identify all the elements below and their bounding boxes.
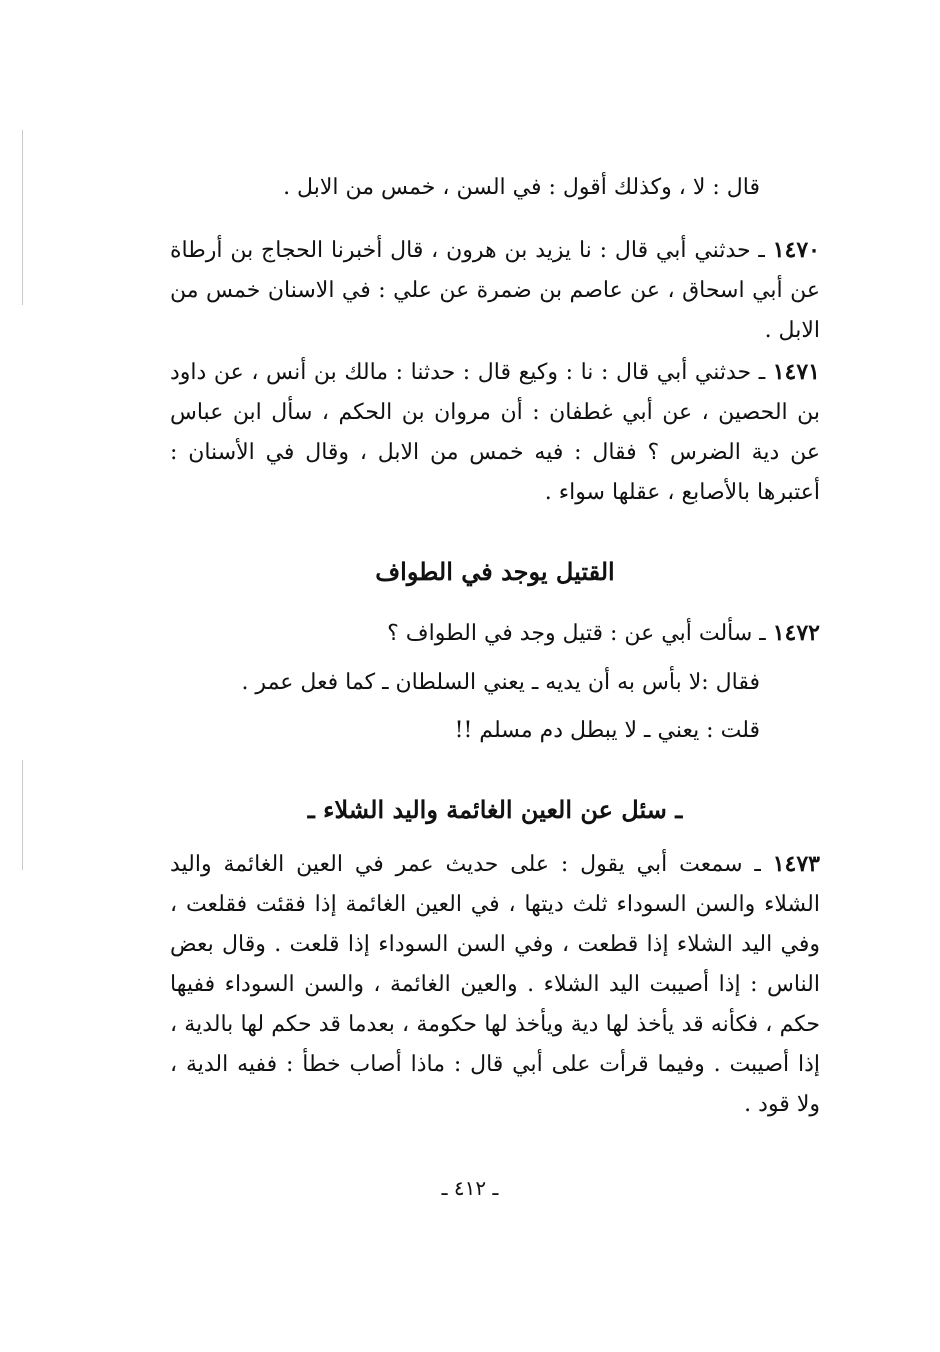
page-number: ـ ٤١٢ ـ [441,1176,499,1200]
hadith-number: ١٤٧٢ [772,620,820,646]
hadith-1471 [170,352,820,513]
hadith-number: ١٤٧٣ [772,851,820,877]
hadith-text: ـ سمعت أبي يقول : على حديث عمر في العين الغائمة واليد الشلاء والسن السوداء ثلث ديتها ، في العين الغائمة إذا فقئت فقلعت ، وفي اليد الشلاء إذا قطعت ، وفي السن السوداء إذا قلعت . وقال بعض الناس : إذا أصيبت اليد الشلاء . والعين الغائمة ، والسن السوداء ففيها حكم ، فكأنه قد يأخذ لها دية ويأخذ لها حكومة ، بعدما قد حكم لها بالدية ، إذا أصيبت . وفيما قرأت على أبي قال : ماذا أصاب خطأ : ففيه الدية ، ولا قود . [170,852,820,1117]
hadith-text: ـ سألت أبي عن : قتيل وجد في الطواف ؟ [387,621,766,646]
hadith-number: ١٤٧١ [772,359,820,385]
hadith-1472-line3: قلت : يعني ـ لا يبطل دم مسلم !! [454,718,760,743]
scan-margin-line [22,760,23,870]
section-heading: ـ سئل عن العين الغائمة واليد الشلاء ـ [307,795,683,824]
hadith-1472-line2: فقال :لا بأس به أن يديه ـ يعني السلطان ـ كما فعل عمر . [241,670,760,695]
scan-margin-line [22,130,23,305]
section-heading: القتيل يوجد في الطواف [375,557,615,586]
hadith-1470 [170,230,820,351]
hadith-1473 [170,844,820,1125]
intro-line: قال : لا ، وكذلك أقول : في السن ، خمس من الابل . [283,175,760,200]
hadith-number: ١٤٧٠ [772,237,820,263]
hadith-text: ـ حدثني أبي قال : نا يزيد بن هرون ، قال أخبرنا الحجاج بن أرطاة عن أبي اسحاق ، عن عاصم بن ضمرة عن علي : في الاسنان خمس من الابل . [170,238,820,343]
hadith-text: ـ حدثني أبي قال : نا : وكيع قال : حدثنا : مالك بن أنس ، عن داود بن الحصين ، عن أبي غطفان : أن مروان بن الحكم ، سأل ابن عباس عن دية الضرس ؟ فقال : فيه خمس من الابل ، وقال في الأسنان : أعتبرها بالأصابع ، عقلها سواء . [170,360,820,505]
hadith-1472-line1 [387,613,820,654]
